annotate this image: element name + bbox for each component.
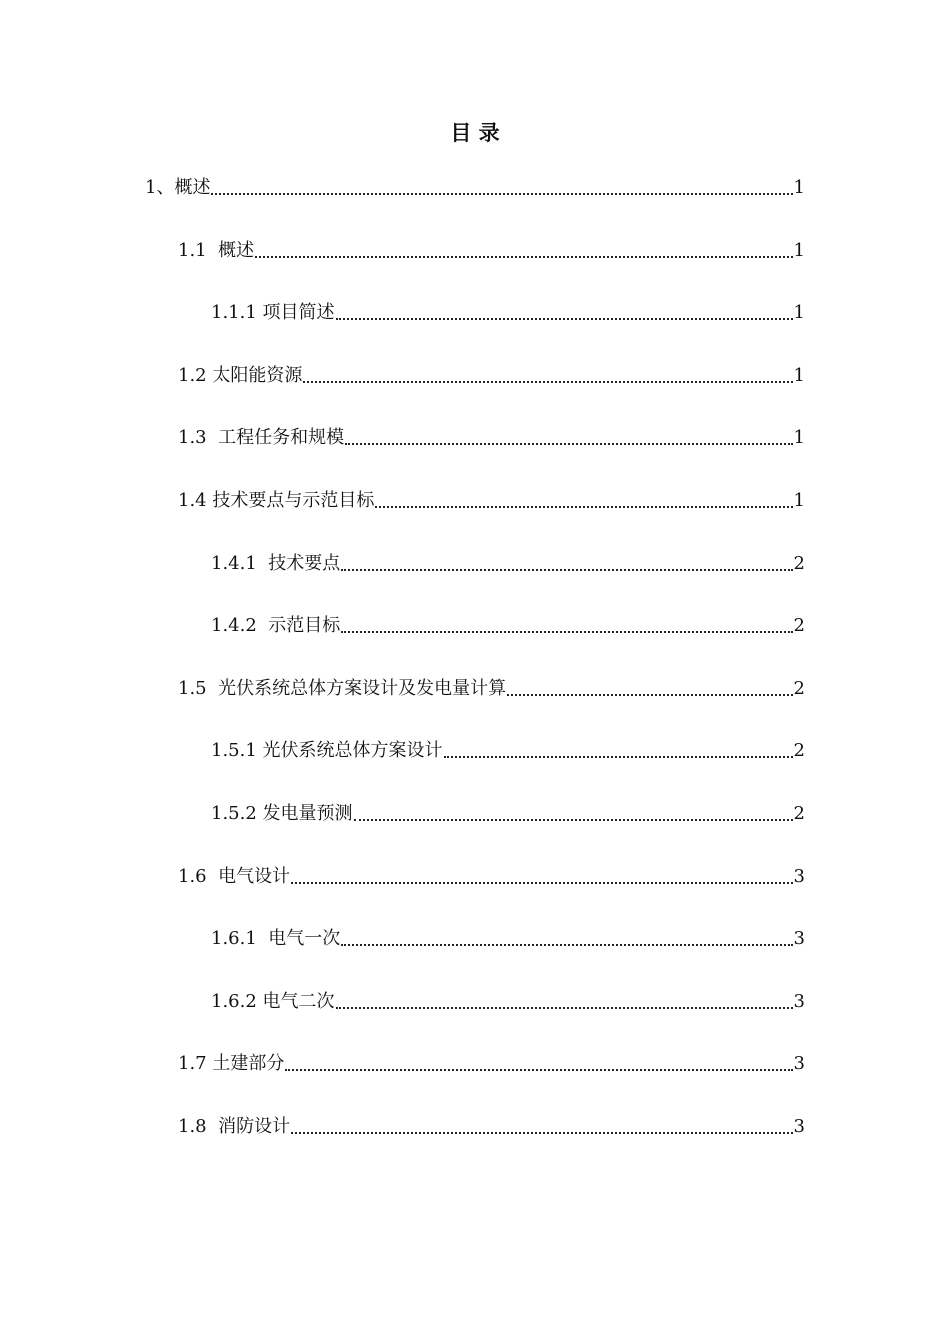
toc-entry-page: 2 — [793, 677, 805, 699]
toc-entry[interactable] — [0, 235, 950, 298]
dot-leader — [507, 694, 792, 696]
toc-entry-label: 1.1 概述 — [178, 239, 255, 261]
toc-entry-page: 3 — [793, 1115, 805, 1137]
toc-entry-label: 1.4 技术要点与示范目标 — [178, 489, 375, 511]
dot-leader — [444, 756, 793, 758]
toc-entry[interactable] — [0, 360, 950, 423]
toc-entry[interactable] — [0, 610, 950, 673]
toc-entry[interactable] — [0, 548, 950, 611]
toc-entry[interactable] — [0, 1048, 950, 1111]
toc-entry-page: 1 — [793, 364, 805, 386]
dot-leader — [336, 1007, 793, 1009]
toc-entry-page: 2 — [793, 740, 805, 762]
toc-entry[interactable] — [0, 923, 950, 986]
dot-leader — [345, 443, 792, 445]
toc-entry[interactable] — [0, 798, 950, 861]
toc-entry-label: 1.2 太阳能资源 — [178, 364, 303, 386]
toc-entry-label: 1.5.2 发电量预测 — [211, 802, 353, 824]
toc-entry-label: 1.4.1 技术要点 — [211, 552, 341, 574]
toc-entry[interactable] — [0, 297, 950, 360]
toc-entry-label: 1.5 光伏系统总体方案设计及发电量计算 — [178, 677, 507, 699]
toc-entry[interactable] — [0, 861, 950, 924]
toc-entry-label: 1.8 消防设计 — [178, 1115, 291, 1137]
toc-entry-page: 2 — [793, 552, 805, 574]
table-of-contents — [0, 172, 950, 1174]
toc-entry-page: 3 — [793, 1053, 805, 1075]
toc-entry[interactable] — [0, 422, 950, 485]
toc-entry-page: 2 — [793, 615, 805, 637]
dot-leader — [211, 193, 792, 195]
toc-entry[interactable] — [0, 673, 950, 736]
dot-leader — [285, 1069, 792, 1071]
toc-entry-page: 3 — [793, 990, 805, 1012]
toc-entry-label: 1.6 电气设计 — [178, 865, 291, 887]
dot-leader — [341, 944, 792, 946]
toc-entry[interactable] — [0, 735, 950, 798]
toc-entry-page: 1 — [793, 239, 805, 261]
toc-entry-page: 1 — [793, 302, 805, 324]
toc-entry-label: 1.5.1 光伏系统总体方案设计 — [211, 740, 443, 762]
page-title: 目 录 — [450, 121, 500, 145]
dot-leader — [375, 506, 792, 508]
toc-entry-label: 1.6.1 电气一次 — [211, 928, 341, 950]
dot-leader — [341, 569, 792, 571]
toc-entry[interactable] — [0, 172, 950, 235]
toc-entry-page: 3 — [793, 865, 805, 887]
toc-entry-label: 1、概述 — [145, 177, 211, 198]
toc-entry-page: 2 — [793, 802, 805, 824]
toc-entry-page: 3 — [793, 928, 805, 950]
toc-entry-label: 1.6.2 电气二次 — [211, 990, 335, 1012]
toc-entry-page: 1 — [793, 489, 805, 511]
dot-leader — [255, 256, 792, 258]
dot-leader — [341, 631, 792, 633]
dot-leader — [291, 1132, 792, 1134]
dot-leader — [291, 882, 792, 884]
toc-entry-label: 1.1.1 项目简述 — [211, 302, 335, 324]
toc-entry[interactable] — [0, 485, 950, 548]
toc-entry-label: 1.7 土建部分 — [178, 1053, 285, 1075]
toc-entry[interactable] — [0, 1111, 950, 1174]
toc-entry[interactable] — [0, 986, 950, 1049]
toc-entry-label: 1.4.2 示范目标 — [211, 615, 341, 637]
toc-entry-page: 1 — [793, 427, 805, 449]
toc-entry-label: 1.3 工程任务和规模 — [178, 427, 345, 449]
dot-leader — [354, 819, 793, 821]
toc-entry-page: 1 — [793, 177, 805, 198]
dot-leader — [303, 381, 792, 383]
dot-leader — [336, 318, 793, 320]
